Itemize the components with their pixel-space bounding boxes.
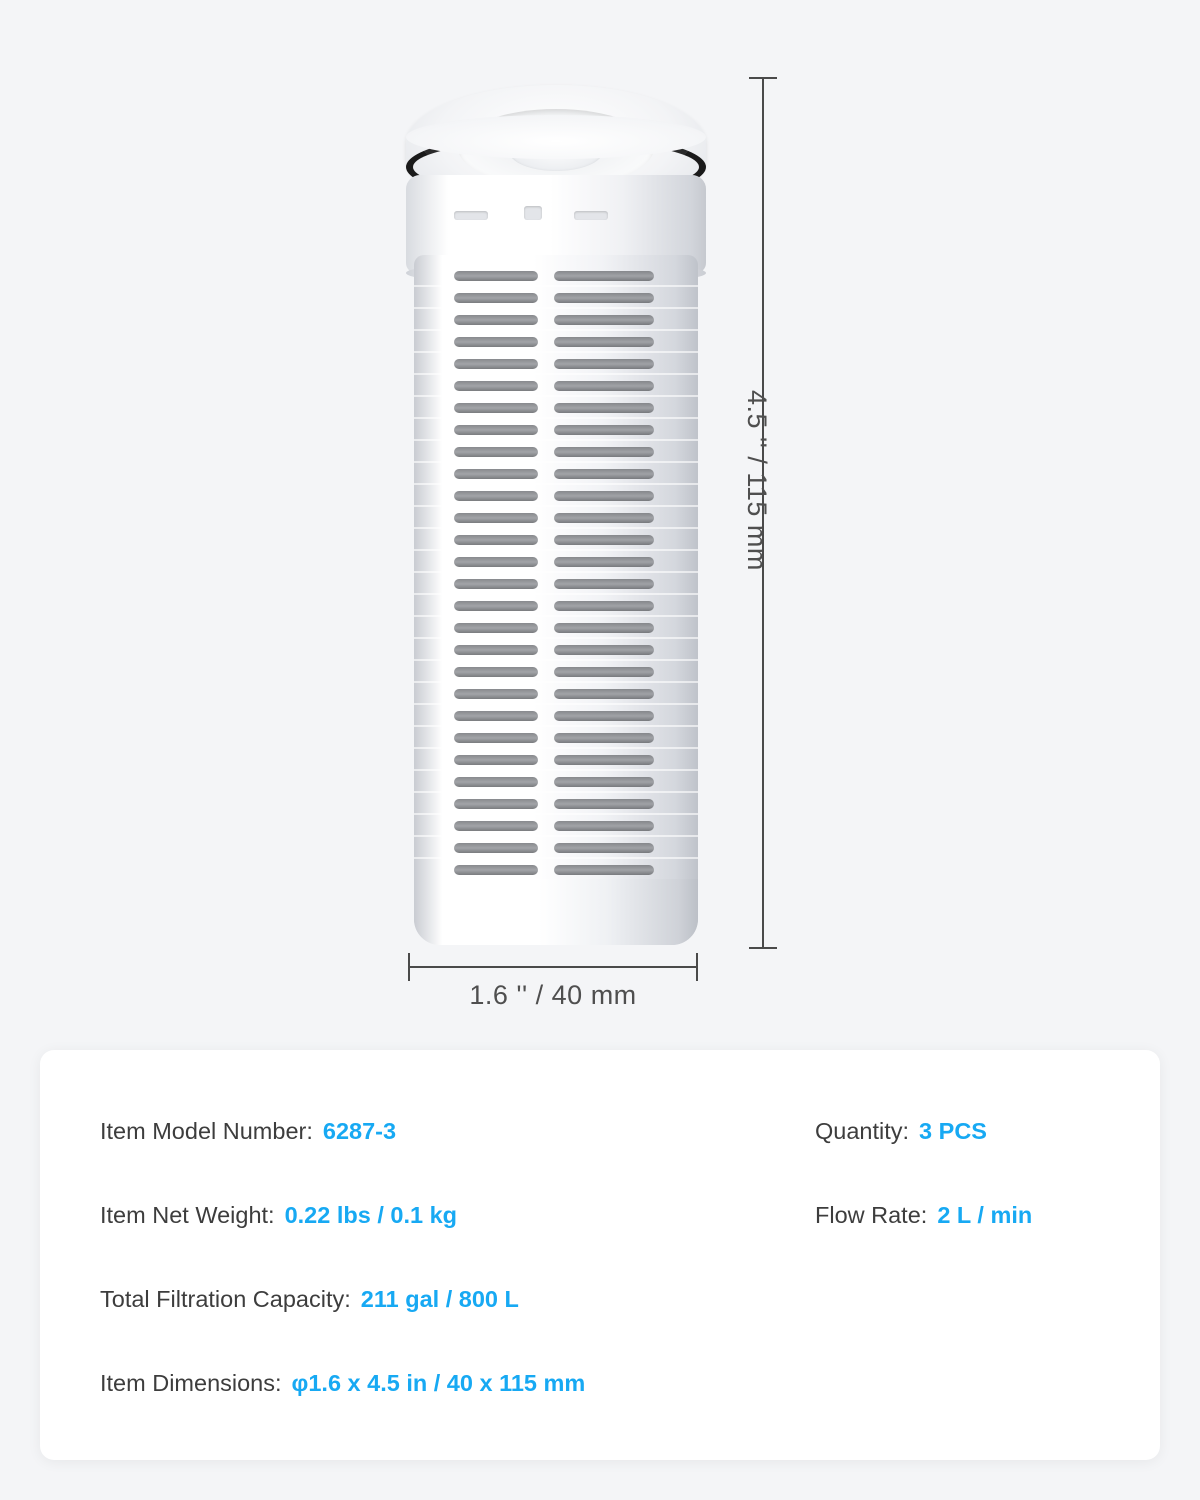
filter-ridge [414, 747, 698, 749]
filter-slot-row [414, 315, 698, 325]
filter-slot [454, 557, 538, 567]
filter-slot-row [414, 381, 698, 391]
filter-slot [554, 447, 654, 457]
filter-slot [454, 425, 538, 435]
filter-slot-row [414, 843, 698, 853]
filter-ridge [414, 307, 698, 309]
filter-slot [554, 865, 654, 875]
filter-ridge [414, 813, 698, 815]
spec-label-model: Item Model Number: [100, 1118, 313, 1144]
filter-slot-row [414, 271, 698, 281]
filter-slot [554, 403, 654, 413]
spec-label-item-dimensions: Item Dimensions: [100, 1370, 282, 1396]
filter-ridge [414, 703, 698, 705]
filter-slot-row [414, 337, 698, 347]
filter-ridge [414, 483, 698, 485]
spec-label-net-weight: Item Net Weight: [100, 1202, 275, 1228]
filter-slot [454, 579, 538, 589]
filter-slot [554, 469, 654, 479]
filter-slot-row [414, 447, 698, 457]
filter-slot [554, 799, 654, 809]
spec-value-item-dimensions: φ1.6 x 4.5 in / 40 x 115 mm [291, 1370, 586, 1396]
width-dimension-label: 1.6 '' / 40 mm [469, 980, 637, 1010]
filter-ridge [414, 857, 698, 859]
filter-slot-row [414, 777, 698, 787]
filter-slot [554, 821, 654, 831]
spec-value-filtration-capacity: 211 gal / 800 L [360, 1286, 519, 1312]
filter-slot [554, 557, 654, 567]
spec-row-model [100, 1118, 396, 1145]
filter-tab [454, 211, 488, 220]
spec-row-net-weight [100, 1202, 457, 1229]
filter-slot [554, 315, 654, 325]
filter-slot-row [414, 557, 698, 567]
filter-ridge [414, 505, 698, 507]
filter-slot [454, 381, 538, 391]
height-dimension-label: 4.5 '' / 115 mm [742, 390, 772, 571]
spec-row-flow-rate [815, 1202, 1032, 1229]
filter-ridge [414, 725, 698, 727]
filter-ridge [414, 461, 698, 463]
spec-value-quantity: 3 PCS [919, 1118, 987, 1144]
filter-slot [554, 601, 654, 611]
filter-ridge [414, 615, 698, 617]
filter-ridge [414, 549, 698, 551]
filter-slot [454, 799, 538, 809]
spec-value-net-weight: 0.22 lbs / 0.1 kg [284, 1202, 458, 1228]
filter-ridge [414, 527, 698, 529]
filter-ridge [414, 637, 698, 639]
filter-slot [454, 777, 538, 787]
filter-slot-row [414, 359, 698, 369]
filter-ridge [414, 395, 698, 397]
filter-slot [554, 623, 654, 633]
filter-slot [454, 315, 538, 325]
filter-slot-row [414, 689, 698, 699]
filter-slot [554, 579, 654, 589]
filter-slot [454, 337, 538, 347]
filter-slot-row [414, 601, 698, 611]
filter-tab [574, 211, 608, 220]
filter-slot-row [414, 535, 698, 545]
filter-body [414, 255, 698, 945]
filter-slot [454, 513, 538, 523]
filter-slot-row [414, 711, 698, 721]
filter-slot [454, 689, 538, 699]
filter-slot-row [414, 755, 698, 765]
filter-slot [554, 711, 654, 721]
filter-slot-row [414, 865, 698, 875]
filter-slot [454, 491, 538, 501]
filter-slot-row [414, 513, 698, 523]
filter-slot [554, 381, 654, 391]
filter-slot [554, 535, 654, 545]
filter-slot [454, 293, 538, 303]
filter-slot [454, 645, 538, 655]
filter-slot [554, 293, 654, 303]
filter-slot [554, 689, 654, 699]
filter-slot-row [414, 403, 698, 413]
filter-slot [554, 755, 654, 765]
filter-ridge [414, 351, 698, 353]
filter-slot [554, 645, 654, 655]
filter-slot [454, 755, 538, 765]
filter-slot [454, 733, 538, 743]
filter-cartridge-illustration [400, 85, 712, 945]
filter-slot [554, 337, 654, 347]
filter-ridge [414, 879, 698, 881]
filter-ridge [414, 285, 698, 287]
filter-slot-row [414, 733, 698, 743]
filter-ridge [414, 439, 698, 441]
spec-row-filtration-capacity [100, 1286, 519, 1313]
spec-value-model: 6287-3 [322, 1118, 397, 1144]
filter-slot-row [414, 799, 698, 809]
filter-ridge [414, 593, 698, 595]
filter-slot [454, 535, 538, 545]
filter-slot [454, 403, 538, 413]
filter-ridge [414, 659, 698, 661]
filter-slot-row [414, 579, 698, 589]
filter-o-ring-mask [406, 115, 706, 159]
filter-slot-row [414, 645, 698, 655]
filter-slot [554, 777, 654, 787]
filter-slot [454, 469, 538, 479]
width-dimension-line [408, 966, 698, 968]
filter-slot [554, 271, 654, 281]
filter-ridge [414, 791, 698, 793]
filter-ridge [414, 835, 698, 837]
filter-slot [454, 623, 538, 633]
filter-slot [454, 711, 538, 721]
filter-ridge [414, 373, 698, 375]
filter-ridge [414, 329, 698, 331]
filter-slot [454, 447, 538, 457]
filter-slot [454, 359, 538, 369]
filter-slot [554, 513, 654, 523]
filter-slot [454, 667, 538, 677]
filter-ridge [414, 769, 698, 771]
filter-slot [454, 843, 538, 853]
filter-slot [554, 491, 654, 501]
filter-slot-row [414, 293, 698, 303]
filter-slot-row [414, 491, 698, 501]
filter-slot [554, 359, 654, 369]
filter-slot [454, 271, 538, 281]
filter-slot [554, 843, 654, 853]
filter-slot-row [414, 425, 698, 435]
filter-slot [554, 667, 654, 677]
spec-row-quantity [815, 1118, 987, 1145]
spec-row-item-dimensions [100, 1370, 585, 1397]
filter-ridge [414, 417, 698, 419]
filter-ridge [414, 571, 698, 573]
filter-tab [524, 206, 542, 220]
filter-slot-row [414, 623, 698, 633]
specification-card [40, 1050, 1160, 1460]
spec-label-quantity: Quantity: [815, 1118, 910, 1144]
filter-slot [454, 821, 538, 831]
filter-slot-row [414, 469, 698, 479]
spec-label-flow-rate: Flow Rate: [815, 1202, 928, 1228]
spec-value-flow-rate: 2 L / min [937, 1202, 1033, 1228]
filter-slot-row [414, 821, 698, 831]
filter-slot [554, 733, 654, 743]
filter-slot-row [414, 667, 698, 677]
filter-slot [454, 601, 538, 611]
filter-ridge [414, 681, 698, 683]
spec-label-filtration-capacity: Total Filtration Capacity: [100, 1286, 351, 1312]
filter-slot [554, 425, 654, 435]
filter-slot [454, 865, 538, 875]
